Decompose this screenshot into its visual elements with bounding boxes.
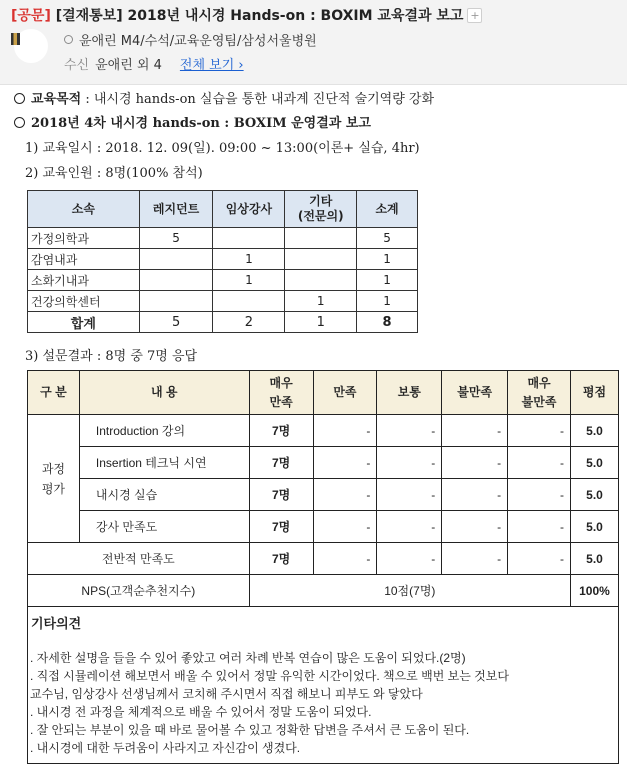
edu-date: 1) 교육일시 : 2018. 12. 09(일). 09:00 ~ 13:00(이론+ 실습, 4hr) (25, 141, 420, 156)
goal-text: : 내시경 hands-on 실습을 통한 내과계 진단적 술기역량 강화 (81, 92, 435, 107)
bullet-icon (14, 93, 25, 104)
table-header: 소속 (28, 191, 140, 228)
table-header: 내 용 (79, 371, 249, 415)
table-cell: - (377, 479, 442, 511)
table-cell: Insertion 테크닉 시연 (79, 447, 249, 479)
table-cell: 7명 (249, 447, 313, 479)
table-cell: 강사 만족도 (79, 511, 249, 543)
flag-icon (11, 33, 20, 45)
table-cell: 10점(7명) (249, 575, 570, 607)
table-cell: - (313, 415, 377, 447)
table-cell: - (508, 543, 571, 575)
table-cell: 5.0 (570, 511, 618, 543)
table-cell: - (508, 511, 571, 543)
table-header: 평점 (570, 371, 618, 415)
table-cell: 소화기내과 (28, 270, 140, 291)
comments-box (27, 606, 619, 764)
table-cell: 7명 (249, 415, 313, 447)
comment-line: . 내시경에 대한 두려움이 사라지고 자신감이 생겼다. (30, 741, 301, 755)
table-cell: - (313, 447, 377, 479)
table-total-row (28, 312, 418, 333)
table-cell: 2 (213, 312, 285, 333)
table-row (28, 447, 619, 479)
table-cell: 내시경 실습 (79, 479, 249, 511)
bullet-icon (14, 117, 25, 128)
mail-header (0, 0, 627, 85)
edu-count: 2) 교육인원 : 8명(100% 참석) (25, 166, 203, 181)
table-cell: 100% (570, 575, 618, 607)
table-header: 구 분 (28, 371, 80, 415)
table-cell: - (442, 415, 508, 447)
table-header-row (28, 191, 418, 228)
table-cell: 8 (357, 312, 418, 333)
table-cell (213, 291, 285, 312)
table-cell: - (377, 511, 442, 543)
table-cell: 1 (357, 270, 418, 291)
table-cell: - (442, 479, 508, 511)
table-row (28, 270, 418, 291)
presence-icon (64, 35, 73, 44)
table-header-row (28, 371, 619, 415)
table-cell: 1 (213, 249, 285, 270)
table-cell (139, 270, 213, 291)
table-header: 불만족 (442, 371, 508, 415)
table-cell: - (377, 543, 442, 575)
recipients (64, 54, 244, 73)
doc-tag: [공문] (11, 8, 51, 24)
table-header: 레지던트 (139, 191, 213, 228)
table-header: 만족 (313, 371, 377, 415)
table-cell: 1 (285, 312, 357, 333)
table-cell: - (377, 447, 442, 479)
comment-line: . 내시경 전 과정을 체계적으로 배울 수 있어서 정말 도움이 되었다. (30, 705, 372, 719)
table-row (28, 511, 619, 543)
table-cell: 1 (213, 270, 285, 291)
table-cell: NPS(고객순추천지수) (28, 575, 250, 607)
table-cell: 전반적 만족도 (28, 543, 250, 575)
table-cell: 5.0 (570, 543, 618, 575)
comment-line: . 잘 안되는 부분이 있을 때 바로 물어볼 수 있고 정확한 답변을 주셔서 큰 도움이 된다. (30, 723, 470, 737)
table-cell: 7명 (249, 543, 313, 575)
table-cell: 5 (357, 228, 418, 249)
table-cell: 건강의학센터 (28, 291, 140, 312)
table-cell: 7명 (249, 479, 313, 511)
table-row (28, 415, 619, 447)
table-cell: - (442, 447, 508, 479)
sender-info[interactable] (64, 30, 317, 49)
table-cell: 1 (357, 249, 418, 270)
recipients-names[interactable]: 윤애린 외 4 (95, 58, 162, 73)
table-row (28, 543, 619, 575)
table-cell (285, 228, 357, 249)
table-cell: - (313, 543, 377, 575)
group-label: 과정 평가 (28, 415, 80, 543)
table-cell: - (313, 479, 377, 511)
subject-text: [결재통보] 2018년 내시경 Hands-on : BOXIM 교육결과 보고 (50, 8, 464, 24)
comment-line: 교수님, 임상강사 선생님께서 코치해 주시면서 직접 해보니 피부도 와 닿았다 (30, 687, 423, 701)
table-cell: 가정의학과 (28, 228, 140, 249)
table-cell (139, 291, 213, 312)
add-button[interactable]: + (467, 8, 482, 23)
result-title: 2018년 4차 내시경 hands-on : BOXIM 운영결과 보고 (31, 116, 371, 131)
table-header: 임상강사 (213, 191, 285, 228)
table-cell: 합계 (28, 312, 140, 333)
table-cell: 1 (285, 291, 357, 312)
view-all-link[interactable]: 전체 보기 › (179, 58, 244, 73)
table-cell: - (442, 543, 508, 575)
result-title-line (14, 112, 371, 131)
table-row (28, 291, 418, 312)
mail-subject (11, 5, 482, 25)
table-cell (213, 228, 285, 249)
goal-label: 교육목적 (31, 92, 82, 107)
goal-line (14, 88, 434, 107)
table-cell: - (442, 511, 508, 543)
sender-text: 윤애린 M4/수석/교육운영팀/삼성서울병원 (79, 34, 317, 49)
table-cell (285, 249, 357, 270)
table-cell: - (377, 415, 442, 447)
comment-line: . 자세한 설명을 들을 수 있어 좋았고 여러 차례 반복 연습이 많은 도움이 되었다.(2명) (30, 651, 466, 665)
comment-line: . 직접 시뮬레이션 해보면서 배울 수 있어서 정말 유익한 시간이었다. 책으로 백번 보는 것보다 (30, 669, 509, 683)
survey-table (27, 370, 619, 607)
attendance-table (27, 190, 418, 333)
table-cell: - (508, 415, 571, 447)
table-cell: 7명 (249, 511, 313, 543)
table-cell: 1 (357, 291, 418, 312)
recipients-label: 수신 (64, 58, 90, 73)
table-row (28, 249, 418, 270)
survey-summary: 3) 설문결과 : 8명 중 7명 응답 (25, 349, 198, 364)
table-cell: - (313, 511, 377, 543)
comments-title: 기타의견 (31, 617, 82, 632)
table-header: 매우 만족 (249, 371, 313, 415)
table-cell: 감염내과 (28, 249, 140, 270)
table-cell: - (508, 447, 571, 479)
table-cell (285, 270, 357, 291)
table-cell: Introduction 강의 (79, 415, 249, 447)
table-cell (139, 249, 213, 270)
table-header: 소계 (357, 191, 418, 228)
table-header: 기타 (전문의) (285, 191, 357, 228)
nps-row (28, 575, 619, 607)
table-row (28, 228, 418, 249)
table-cell: 5 (139, 312, 213, 333)
table-cell: 5.0 (570, 447, 618, 479)
table-row (28, 479, 619, 511)
table-cell: 5.0 (570, 415, 618, 447)
table-cell: - (508, 479, 571, 511)
table-cell: 5.0 (570, 479, 618, 511)
table-header: 매우 불만족 (508, 371, 571, 415)
table-header: 보통 (377, 371, 442, 415)
table-cell: 5 (139, 228, 213, 249)
